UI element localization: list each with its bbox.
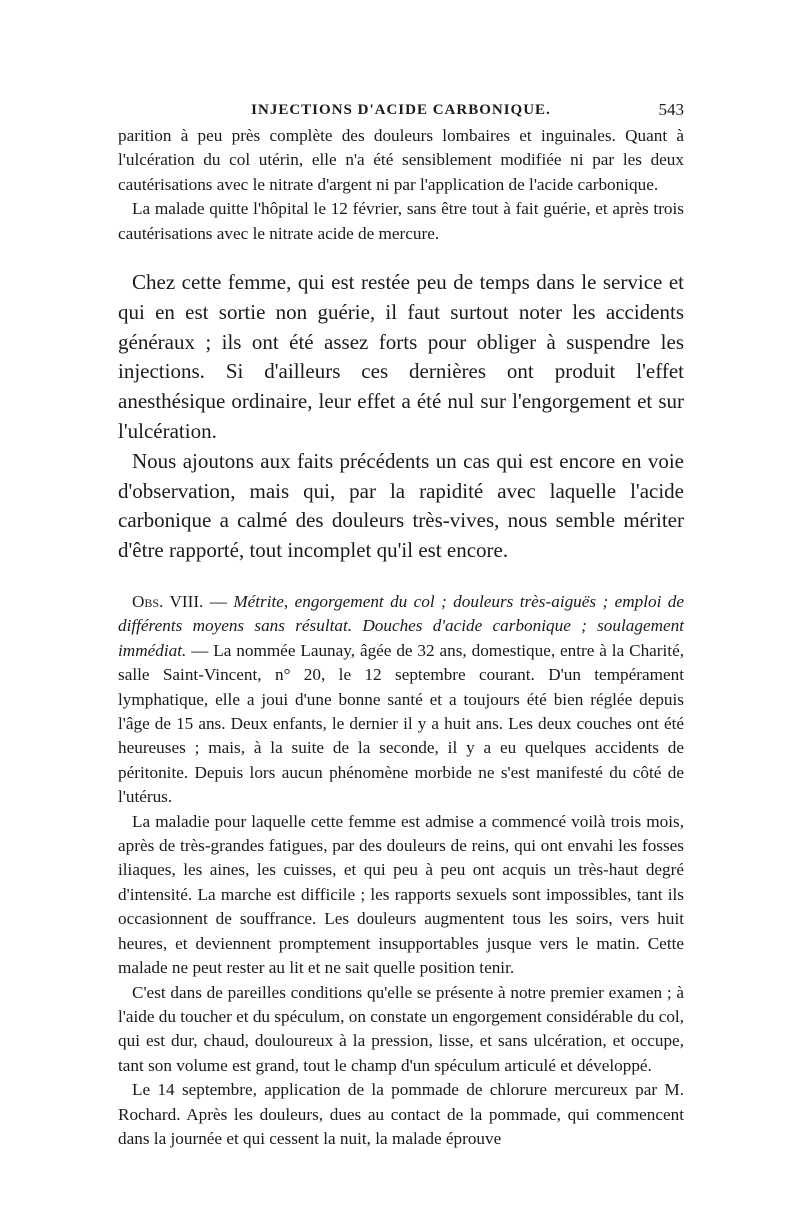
page-number: 543: [658, 100, 684, 119]
paragraph-examination: C'est dans de pareilles conditions qu'elle se présente à notre premier examen ; à l'aide du toucher et du spéculum, on constate un engorgement considérable du col, qui est dur, chaud, douloureux à la pression, lisse, et sans ulcération, et occupe, tant son volume est grand, tout le champ d'un spéculum articulé et développé.: [118, 982, 684, 1075]
paragraph-illness-history: La maladie pour laquelle cette femme est admise a commencé voilà trois mois, après de très-grandes fatigues, par des douleurs de reins, qui ont envahi les fosses iliaques, les aines, les cuisses, et qui peu à peu ont acquis un très-haut degré d'intensité. La marche est difficile ; les rapports sexuels sont impossibles, tant ils occasionnent de souffrance. Les douleurs augmentent tous les soirs, vers huit heures, et deviennent promptement insupportables jusque vers le matin. Cette malade ne peut rester au lit et ne sait quelle position tenir.: [118, 811, 684, 978]
book-page: [118, 96, 684, 1151]
paragraph-introduction-case: Nous ajoutons aux faits précédents un cas qui est encore en voie d'observation, mais qui, par la rapidité avec laquelle l'acide carbonique a calmé des douleurs très-vives, nous semble mériter d'être rapporté, tout incomplet qu'il est encore.: [118, 448, 684, 563]
paragraph-commentary: Chez cette femme, qui est restée peu de temps dans le service et qui en est sortie non guérie, il faut surtout noter les accidents généraux ; ils ont été assez forts pour obliger à suspendre les injections. Si d'ailleurs ces dernières ont produit l'effet anesthésique ordinaire, leur effet a été nul sur l'engorgement et sur l'ulcération.: [118, 270, 684, 444]
observation-label: Obs. VIII.: [132, 592, 204, 611]
section-spacer: [118, 246, 684, 268]
observation-dash: —: [203, 592, 234, 611]
paragraph-discharge: La malade quitte l'hôpital le 12 février, sans être tout à fait guérie, et après trois cautérisations avec le nitrate acide de mercure.: [118, 199, 684, 243]
observation-title: Métrite, engorgement du col ; douleurs très-aiguës ; emploi de différents moyens sans résultat. Douches d'acide carbonique ; soulagement immédiat.: [118, 592, 684, 660]
running-title: INJECTIONS D'ACIDE CARBONIQUE.: [251, 102, 551, 118]
paragraph-continuation: parition à peu près complète des douleurs lombaires et inguinales. Quant à l'ulcération du col utérin, elle n'a été sensiblement modifiée ni par les deux cautérisations avec le nitrate d'argent ni par l'application de l'acide carbonique.: [118, 126, 684, 194]
page-header: [118, 96, 684, 124]
paragraph-treatment: Le 14 septembre, application de la pommade de chlorure mercureux par M. Rochard. Après les douleurs, dues au contact de la pommade, qui commencent dans la journée et qui cessent la nuit, la malade éprouve: [118, 1080, 684, 1148]
section-spacer: [118, 566, 684, 590]
observation-text: — La nommée Launay, âgée de 32 ans, domestique, entre à la Charité, salle Saint-Vincent, n° 20, le 12 septembre courant. D'un tempérament lymphatique, elle a joui d'une bonne santé et a toujours été bien réglée depuis l'âge de 15 ans. Deux enfants, le dernier il y a huit ans. Les deux couches ont été heureuses ; mais, à la suite de la seconde, il y a eu quelques accidents de péritonite. Depuis lors aucun phénomène morbide ne s'est manifesté du côté de l'utérus.: [118, 640, 684, 807]
observation-paragraph: [118, 590, 684, 810]
